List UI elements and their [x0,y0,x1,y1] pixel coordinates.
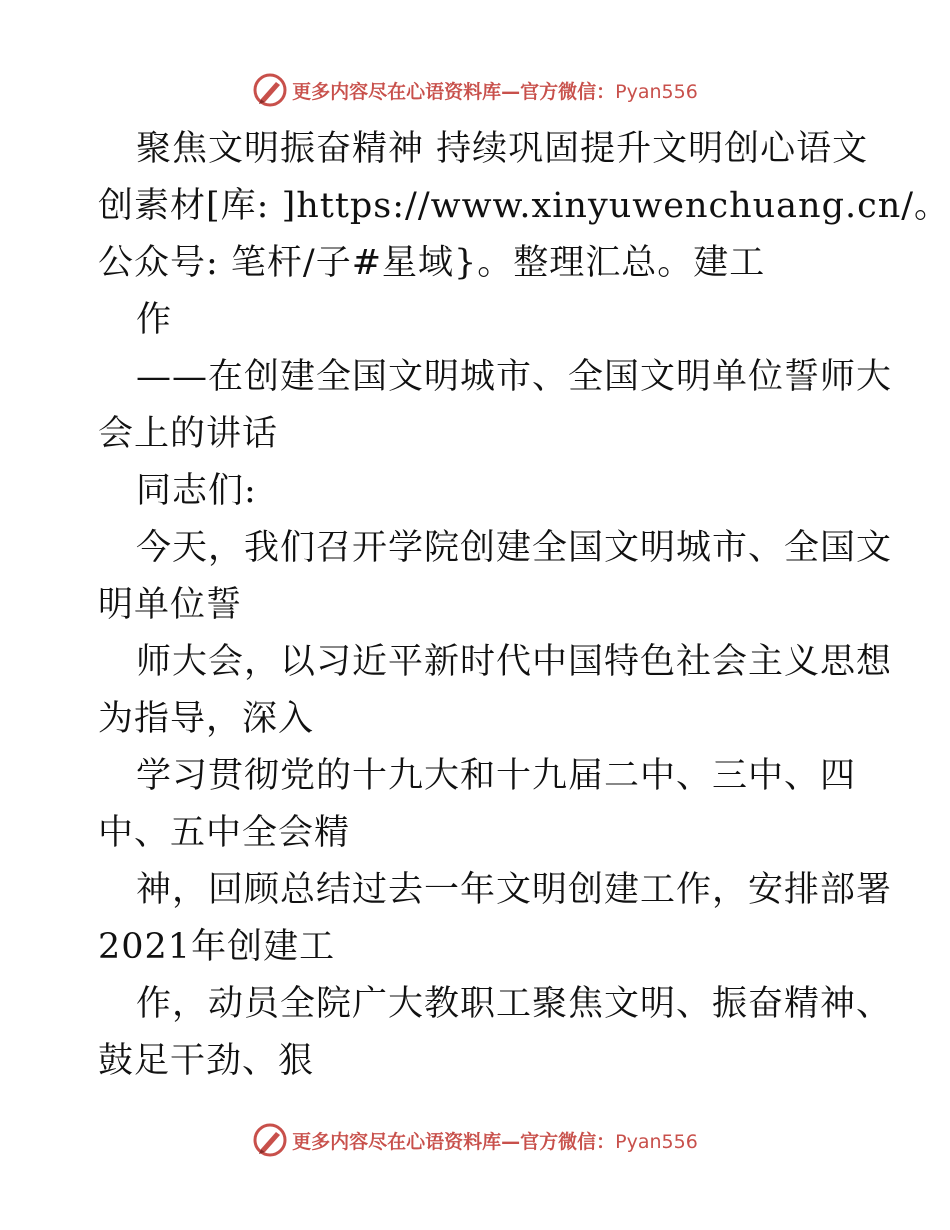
text-line: 创素材[库: ]https://www.xinyuwenchuang.cn/。 [98,186,950,226]
pen-logo-icon [252,72,288,108]
document-body [98,121,950,1090]
text-line: 作 [136,300,173,340]
text-line: 为指导，深入 [98,699,315,739]
text-line: 明单位誓 [98,585,243,625]
text-line: 学习贯彻党的十九大和十九届二中、三中、四 [136,756,857,796]
text-line: 聚焦文明振奋精神 持续巩固提升文明创心语文 [136,129,869,169]
text-line: 师大会，以习近平新时代中国特色社会主义思想 [136,642,893,682]
banner-wechat-id: Pyan556 [615,80,698,103]
text-line: 公众号: 笔杆/子#星域}。整理汇总。建工 [98,243,766,283]
text-line: 作，动员全院广大教职工聚焦文明、振奋精神、 [136,984,893,1024]
text-line: 鼓足干劲、狠 [98,1041,315,1081]
banner-text: 更多内容尽在心语资料库—官方微信： [292,1130,616,1153]
banner-text: 更多内容尽在心语资料库—官方微信： [292,80,616,103]
text-line: 今天，我们召开学院创建全国文明城市、全国文 [136,528,893,568]
text-line: 同志们: [136,471,257,511]
text-line: 神，回顾总结过去一年文明创建工作，安排部署 [136,870,893,910]
text-line: ——在创建全国文明城市、全国文明单位誓师大 [136,357,893,397]
banner-wechat-id: Pyan556 [615,1130,698,1153]
footer-watermark-banner [0,1118,950,1162]
text-line: 中、五中全会精 [98,813,351,853]
header-watermark-banner [0,68,950,112]
text-line: 2021年创建工 [98,927,336,967]
pen-logo-icon [252,1122,288,1158]
text-line: 会上的讲话 [98,414,279,454]
